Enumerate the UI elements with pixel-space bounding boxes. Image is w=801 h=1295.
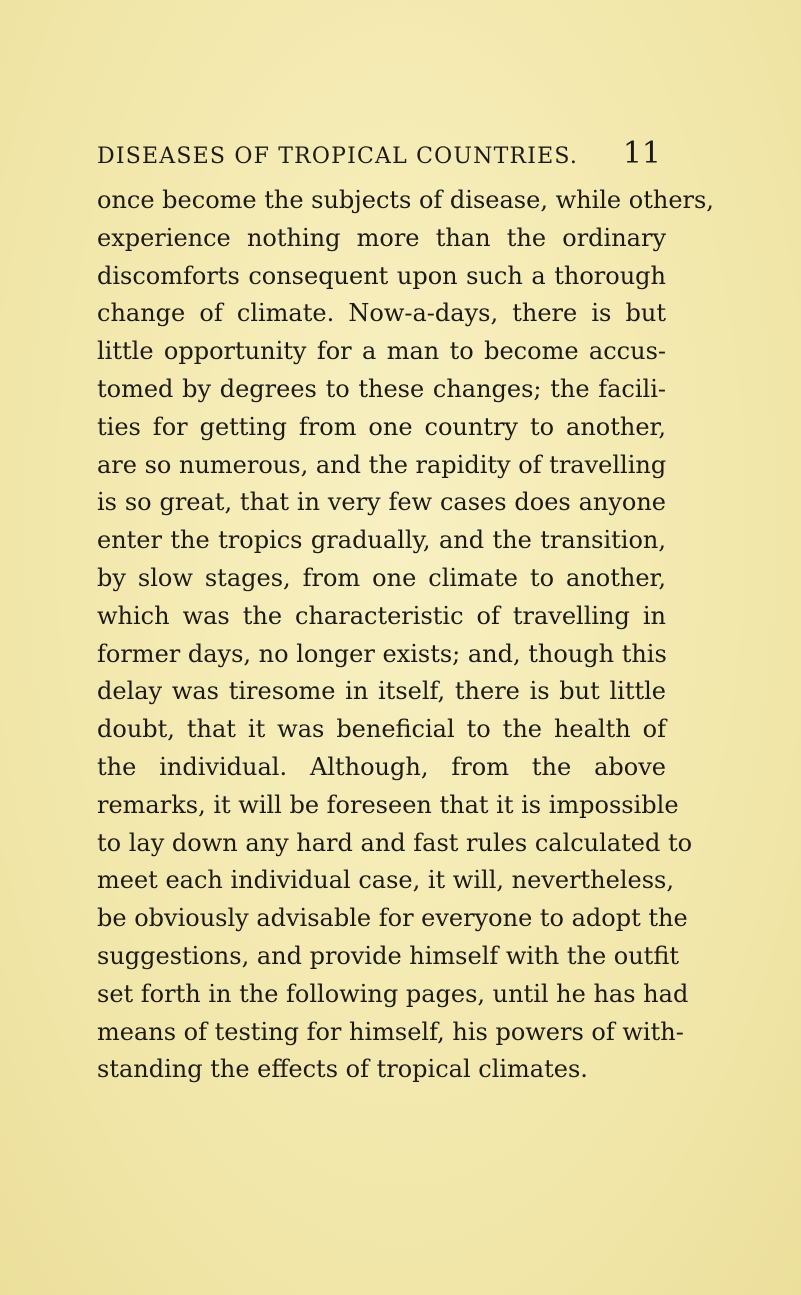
text-line: little opportunity for a man to become accus- — [97, 337, 666, 366]
text-line: be obviously advisable for everyone to adopt the — [97, 904, 688, 933]
text-line: tomed by degrees to these changes; the facili- — [97, 374, 666, 403]
text-line: which was the characteristic of travelling in — [97, 601, 666, 630]
running-head — [97, 136, 661, 176]
text-line: are so numerous, and the rapidity of travelling — [97, 450, 667, 479]
text-line: suggestions, and provide himself with the outfit — [97, 941, 679, 970]
text-line: the individual. Although, from the above — [97, 752, 666, 781]
text-line: doubt, that it was beneficial to the health of — [97, 715, 666, 744]
text-line: to lay down any hard and fast rules calculated to — [97, 828, 693, 857]
text-line: ties for getting from one country to another, — [97, 412, 666, 441]
text-line: set forth in the following pages, until he has had — [97, 979, 689, 1008]
text-line: once become the subjects of disease, while others, — [97, 186, 714, 214]
text-line: delay was tiresome in itself, there is but little — [97, 677, 666, 706]
running-title: DISEASES OF TROPICAL COUNTRIES. — [97, 144, 579, 169]
text-line: is so great, that in very few cases does anyone — [97, 488, 666, 517]
body-paragraph — [97, 182, 714, 1089]
text-line: change of climate. Now-a-days, there is but — [97, 299, 666, 328]
text-line: discomforts consequent upon such a thorough — [97, 261, 666, 290]
text-line: means of testing for himself, his powers of with- — [97, 1017, 684, 1046]
text-line: standing the effects of tropical climates. — [97, 1055, 588, 1084]
text-line: by slow stages, from one climate to another, — [97, 563, 666, 592]
text-line: former days, no longer exists; and, though this — [97, 639, 667, 668]
text-line: experience nothing more than the ordinary — [97, 223, 666, 252]
text-line: enter the tropics gradually, and the transition, — [97, 526, 666, 555]
text-line: meet each individual case, it will, nevertheless, — [97, 866, 674, 895]
page-number: 11 — [622, 136, 661, 171]
text-line: remarks, it will be foreseen that it is impossible — [97, 790, 679, 819]
